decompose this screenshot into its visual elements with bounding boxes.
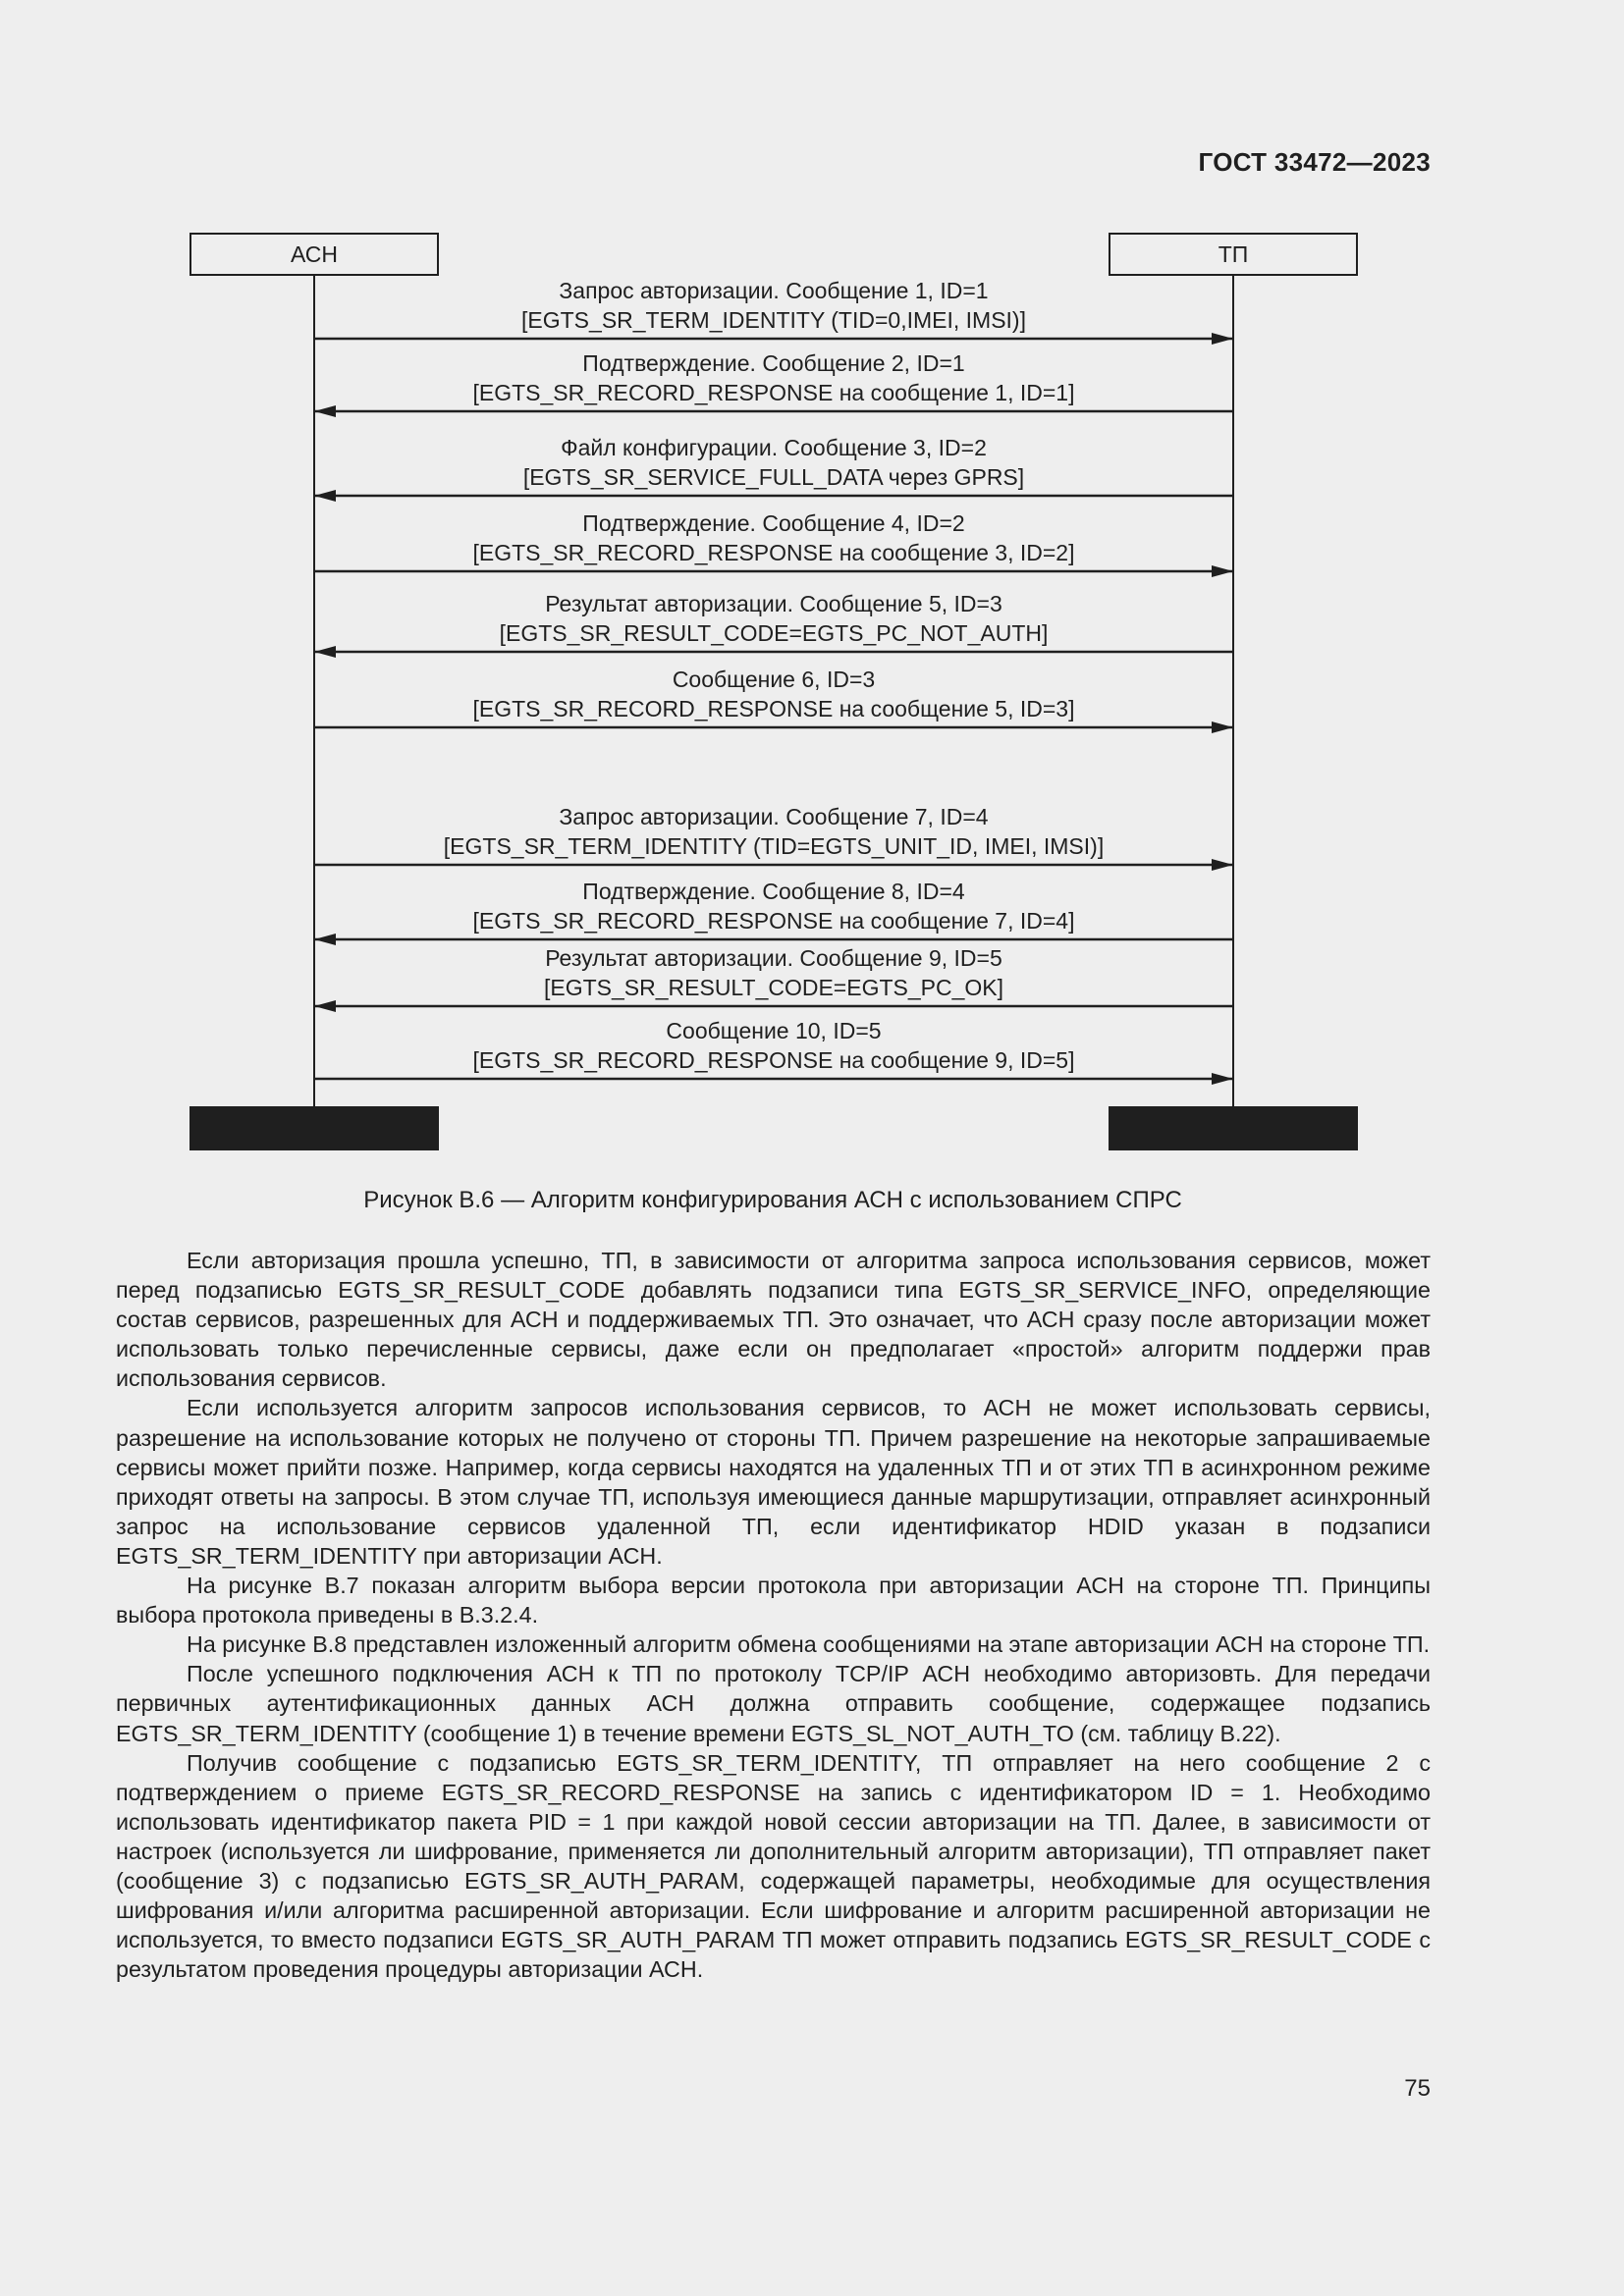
message-title: Результат авторизации. Сообщение 5, ID=3 [545,591,1002,616]
message-title: Сообщение 10, ID=5 [666,1018,882,1043]
body-text [116,1246,1431,1984]
message-label [314,276,1233,335]
message-label [314,433,1233,492]
paragraph: Получив сообщение с подзаписью EGTS_SR_TERM_IDENTITY, ТП отправляет на него сообщение 2 с подтверждением о приеме EGTS_SR_RECORD_RESPONSE на запись с идентификатором ID = 1. Необходимо использовать идентификатор пакета PID = 1 при каждой новой сессии авторизации на ТП. Далее, в зависимости от настроек (используется ли шифрование, применяется ли дополнительный алгоритм авторизации), ТП отправляет пакет (сообщение 3) с подзаписью EGTS_SR_AUTH_PARAM, содержащей параметры, необходимые для осуществления шифрования и/или алгоритма расширенной авторизации. Если шифрование и алгоритм расширенной авторизации не используется, то вместо подзаписи EGTS_SR_AUTH_PARAM ТП может отправить подзапись EGTS_SR_RESULT_CODE с результатом проведения процедуры авторизации АСН. [116,1749,1431,1983]
participant-right-end [1109,1106,1358,1150]
message-label [314,589,1233,648]
message-record: [EGTS_SR_RECORD_RESPONSE на сообщение 5, ID=3] [472,696,1075,721]
participant-right: ТП [1109,233,1358,276]
message-record: [EGTS_SR_TERM_IDENTITY (TID=0,IMEI, IMSI)] [521,307,1026,333]
message-record: [EGTS_SR_RECORD_RESPONSE на сообщение 1, ID=1] [472,380,1075,405]
message-title: Подтверждение. Сообщение 8, ID=4 [582,879,965,904]
message-record: [EGTS_SR_SERVICE_FULL_DATA через GPRS] [522,464,1025,490]
paragraph: Если используется алгоритм запросов использования сервисов, то АСН не может использовать сервисы, разрешение на использование которых не получено от стороны ТП. Причем разрешение на некоторые запрашиваемые сервисы может прийти позже. Например, когда сервисы находятся на удаленных ТП и от этих ТП в асинхронном режиме приходят ответы на запросы. В этом случае ТП, используя имеющиеся данные маршрутизации, отправляет асинхронный запрос на использование сервисов удаленной ТП, если идентификатор HDID указан в подзаписи EGTS_SR_TERM_IDENTITY при авторизации АСН. [116,1395,1431,1569]
message-label [314,943,1233,1002]
message-title: Подтверждение. Сообщение 2, ID=1 [582,350,965,376]
paragraph: На рисунке В.8 представлен изложенный алгоритм обмена сообщениями на этапе авторизации АСН на стороне ТП. [187,1631,1431,1658]
message-label [314,1016,1233,1075]
message-title: Файл конфигурации. Сообщение 3, ID=2 [561,435,987,460]
message-record: [EGTS_SR_RECORD_RESPONSE на сообщение 9, ID=5] [472,1047,1075,1073]
paragraph: Если авторизация прошла успешно, ТП, в зависимости от алгоритма запроса использования сервисов, может перед подзаписью EGTS_SR_RESULT_CODE добавлять подзаписи типа EGTS_SR_SERVICE_INFO, определяющие состав сервисов, разрешенных для АСН и поддерживаемых ТП. Это означает, что АСН сразу после авторизации может использовать только перечисленные сервисы, даже если он предполагает «простой» алгоритм поддержи прав использования сервисов. [116,1248,1431,1392]
message-record: [EGTS_SR_RESULT_CODE=EGTS_PC_OK] [543,975,1004,1000]
message-title: Запрос авторизации. Сообщение 7, ID=4 [559,804,989,829]
message-record: [EGTS_SR_RESULT_CODE=EGTS_PC_NOT_AUTH] [499,620,1049,646]
message-title: Результат авторизации. Сообщение 9, ID=5 [545,945,1002,971]
message-title: Запрос авторизации. Сообщение 1, ID=1 [559,278,989,303]
message-record: [EGTS_SR_RECORD_RESPONSE на сообщение 7, ID=4] [472,908,1075,934]
message-label [314,348,1233,407]
paragraph: После успешного подключения АСН к ТП по протоколу TCP/IP АСН необходимо авторизовть. Для передачи первичных аутентификационных данных АСН должна отправить сообщение, содержащее подзапись EGTS_SR_TERM_IDENTITY (сообщение 1) в течение времени EGTS_SL_NOT_AUTH_TO (см. таблицу В.22). [116,1661,1431,1746]
page-number: 75 [1404,2075,1431,2102]
page-header: ГОСТ 33472—2023 [1198,147,1431,177]
participant-left: АСН [189,233,439,276]
participant-left-end [189,1106,439,1150]
message-label [314,508,1233,567]
message-label [314,802,1233,861]
message-record: [EGTS_SR_TERM_IDENTITY (TID=EGTS_UNIT_ID, IMEI, IMSI)] [443,833,1105,859]
message-title: Сообщение 6, ID=3 [672,667,876,692]
paragraph: На рисунке В.7 показан алгоритм выбора версии протокола при авторизации АСН на стороне ТП. Принципы выбора протокола приведены в В.3.2.4. [116,1573,1431,1629]
message-label [314,877,1233,935]
figure-caption: Рисунок В.6 — Алгоритм конфигурирования АСН с использованием СПРС [363,1187,1182,1213]
message-record: [EGTS_SR_RECORD_RESPONSE на сообщение 3, ID=2] [472,540,1075,565]
message-label [314,665,1233,723]
message-title: Подтверждение. Сообщение 4, ID=2 [582,510,965,536]
